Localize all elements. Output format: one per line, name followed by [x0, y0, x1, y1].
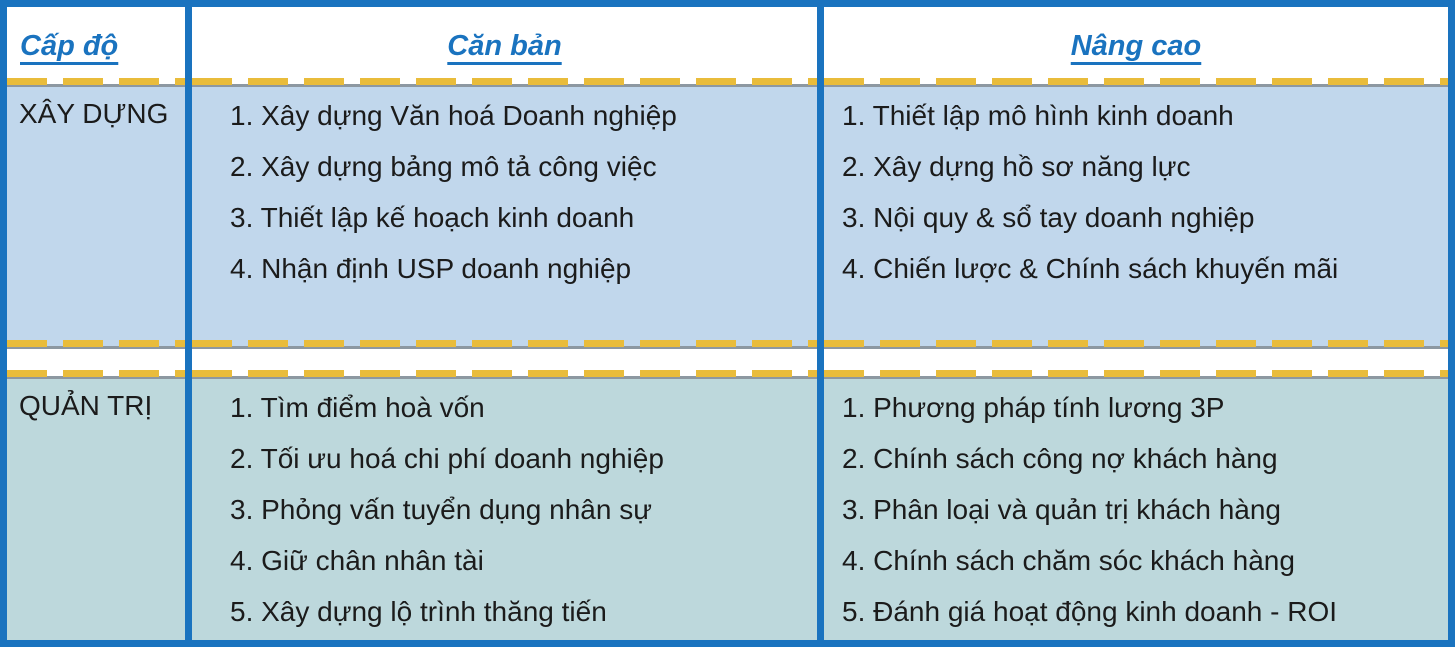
gap-cell — [7, 347, 192, 377]
course-item: 3. Nội quy & sổ tay doanh nghiệp — [842, 202, 1255, 233]
course-item: 1. Xây dựng Văn hoá Doanh nghiệp — [230, 100, 677, 131]
course-item: 3. Phân loại và quản trị khách hàng — [842, 494, 1281, 525]
row-label-text: XÂY DỰNG — [19, 98, 169, 129]
row-label-build — [7, 85, 192, 347]
course-item: 2. Xây dựng hồ sơ năng lực — [842, 151, 1191, 182]
course-item: 4. Giữ chân nhân tài — [230, 545, 484, 576]
gap-cell — [824, 347, 1448, 377]
header-row — [7, 7, 1448, 85]
course-item: 5. Xây dựng lộ trình thăng tiến — [230, 596, 607, 627]
course-item: 1. Tìm điểm hoà vốn — [230, 392, 485, 423]
course-item: 2. Chính sách công nợ khách hàng — [842, 443, 1278, 474]
course-item: 3. Phỏng vấn tuyển dụng nhân sự — [230, 494, 652, 525]
course-item: 1. Thiết lập mô hình kinh doanh — [842, 100, 1234, 131]
row-manage — [7, 377, 1448, 640]
course-item: 4. Nhận định USP doanh nghiệp — [230, 253, 632, 284]
column-header-advanced: Nâng cao — [1070, 29, 1202, 62]
course-item: 4. Chính sách chăm sóc khách hàng — [842, 545, 1295, 576]
course-item: 2. Xây dựng bảng mô tả công việc — [230, 151, 657, 182]
row-gap — [7, 347, 1448, 377]
column-header-level: Cấp độ — [7, 7, 192, 85]
course-item: 3. Thiết lập kế hoạch kinh doanh — [230, 202, 635, 233]
gap-cell — [192, 347, 824, 377]
course-item: 1. Phương pháp tính lương 3P — [842, 392, 1225, 423]
course-item: 2. Tối ưu hoá chi phí doanh nghiệp — [230, 443, 664, 474]
manage-basic-list — [192, 377, 824, 640]
column-header-basic: Căn bản — [192, 7, 824, 85]
course-item: 5. Đánh giá hoạt động kinh doanh - ROI — [842, 596, 1338, 627]
build-basic-list — [192, 85, 824, 347]
row-label-manage — [7, 377, 192, 640]
build-advanced-list — [824, 85, 1448, 347]
row-build — [7, 85, 1448, 347]
row-label-text: QUẢN TRỊ — [19, 390, 153, 421]
manage-advanced-list — [824, 377, 1448, 640]
course-item: 4. Chiến lược & Chính sách khuyến mãi — [842, 253, 1339, 284]
